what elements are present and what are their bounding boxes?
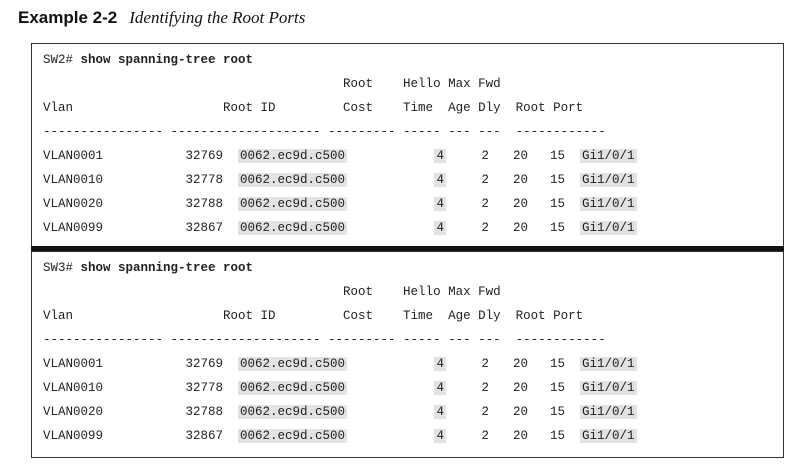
hello-cell: 2 [481, 173, 489, 187]
root-mac-cell [240, 193, 347, 215]
command-line [43, 49, 253, 71]
priority-cell: 32867 [185, 429, 223, 443]
vlan-cell: VLAN0020 [43, 197, 104, 211]
fwd-delay-cell: 15 [549, 197, 565, 211]
highlighted-value: Gi1/0/1 [582, 221, 635, 235]
sw2-output-panel [31, 43, 784, 250]
vlan-cell: VLAN0020 [43, 405, 104, 419]
fwd-delay-cell: 15 [549, 221, 565, 235]
root-port-cell [582, 377, 637, 399]
vlan-cell: VLAN0099 [43, 429, 104, 443]
priority-cell: 32867 [185, 221, 223, 235]
root-port-cell [582, 425, 637, 447]
prompt: SW2# [43, 53, 74, 67]
command: show spanning-tree root [80, 53, 254, 67]
priority-cell: 32769 [185, 357, 223, 371]
highlighted-value: 4 [436, 381, 444, 395]
header-line-2: Vlan Root ID Cost Time Age Dly Root Port [43, 101, 584, 115]
highlighted-value: Gi1/0/1 [582, 405, 635, 419]
priority-cell: 32788 [185, 405, 223, 419]
highlighted-value: 4 [436, 173, 444, 187]
fwd-delay-cell: 15 [549, 405, 565, 419]
highlighted-value: Gi1/0/1 [582, 197, 635, 211]
hello-cell: 2 [481, 149, 489, 163]
hello-cell: 2 [481, 221, 489, 235]
fwd-delay-cell: 15 [549, 173, 565, 187]
root-port-cell [582, 193, 637, 215]
highlighted-value: 0062.ec9d.c500 [240, 429, 346, 443]
root-port-cell [582, 353, 637, 375]
fwd-delay-cell: 15 [549, 149, 565, 163]
vlan-cell: VLAN0010 [43, 173, 104, 187]
prompt: SW3# [43, 261, 74, 275]
age-cell: 20 [512, 221, 528, 235]
vlan-cell: VLAN0001 [43, 357, 104, 371]
highlighted-value: 4 [436, 357, 444, 371]
age-cell: 20 [512, 173, 528, 187]
age-cell: 20 [512, 429, 528, 443]
root-mac-cell [240, 377, 347, 399]
highlighted-value: 4 [436, 405, 444, 419]
hello-cell: 2 [481, 381, 489, 395]
example-caption: Identifying the Root Ports [129, 8, 306, 27]
highlighted-value: Gi1/0/1 [582, 173, 635, 187]
root-port-cell [582, 145, 637, 167]
fwd-delay-cell: 15 [549, 381, 565, 395]
root-mac-cell [240, 425, 347, 447]
highlighted-value: 0062.ec9d.c500 [240, 405, 346, 419]
hello-cell: 2 [481, 197, 489, 211]
highlighted-value: 4 [436, 197, 444, 211]
highlighted-value: 0062.ec9d.c500 [240, 173, 346, 187]
vlan-cell: VLAN0010 [43, 381, 104, 395]
age-cell: 20 [512, 197, 528, 211]
example-number: Example 2-2 [18, 8, 118, 27]
highlighted-value: 0062.ec9d.c500 [240, 149, 346, 163]
hello-cell: 2 [481, 429, 489, 443]
root-mac-cell [240, 217, 347, 239]
highlighted-value: Gi1/0/1 [582, 149, 635, 163]
highlighted-value: 0062.ec9d.c500 [240, 197, 346, 211]
age-cell: 20 [512, 149, 528, 163]
age-cell: 20 [512, 357, 528, 371]
root-port-cell [582, 401, 637, 423]
fwd-delay-cell: 15 [549, 429, 565, 443]
highlighted-value: 4 [436, 429, 444, 443]
age-cell: 20 [512, 405, 528, 419]
highlighted-value: 4 [436, 221, 444, 235]
header-line-2: Vlan Root ID Cost Time Age Dly Root Port [43, 309, 584, 323]
command: show spanning-tree root [80, 261, 254, 275]
highlighted-value: 4 [436, 149, 444, 163]
header-line-1: Root Hello Max Fwd [43, 77, 501, 91]
root-port-cell [582, 217, 637, 239]
priority-cell: 32778 [185, 381, 223, 395]
header-rule: ---------------- -------------------- --------- ----- --- --- ------------ [43, 333, 606, 347]
hello-cell: 2 [481, 405, 489, 419]
highlighted-value: 0062.ec9d.c500 [240, 221, 346, 235]
root-mac-cell [240, 401, 347, 423]
vlan-cell: VLAN0001 [43, 149, 104, 163]
priority-cell: 32769 [185, 149, 223, 163]
highlighted-value: 0062.ec9d.c500 [240, 357, 346, 371]
command-line [43, 257, 253, 279]
example-title [18, 8, 305, 32]
highlighted-value: Gi1/0/1 [582, 381, 635, 395]
root-port-cell [582, 169, 637, 191]
priority-cell: 32778 [185, 173, 223, 187]
header-line-1: Root Hello Max Fwd [43, 285, 501, 299]
highlighted-value: Gi1/0/1 [582, 357, 635, 371]
root-mac-cell [240, 145, 347, 167]
highlighted-value: 0062.ec9d.c500 [240, 381, 346, 395]
vlan-cell: VLAN0099 [43, 221, 104, 235]
priority-cell: 32788 [185, 197, 223, 211]
header-rule: ---------------- -------------------- --------- ----- --- --- ------------ [43, 125, 606, 139]
sw3-output-panel [31, 251, 784, 458]
age-cell: 20 [512, 381, 528, 395]
hello-cell: 2 [481, 357, 489, 371]
root-mac-cell [240, 169, 347, 191]
highlighted-value: Gi1/0/1 [582, 429, 635, 443]
fwd-delay-cell: 15 [549, 357, 565, 371]
root-mac-cell [240, 353, 347, 375]
